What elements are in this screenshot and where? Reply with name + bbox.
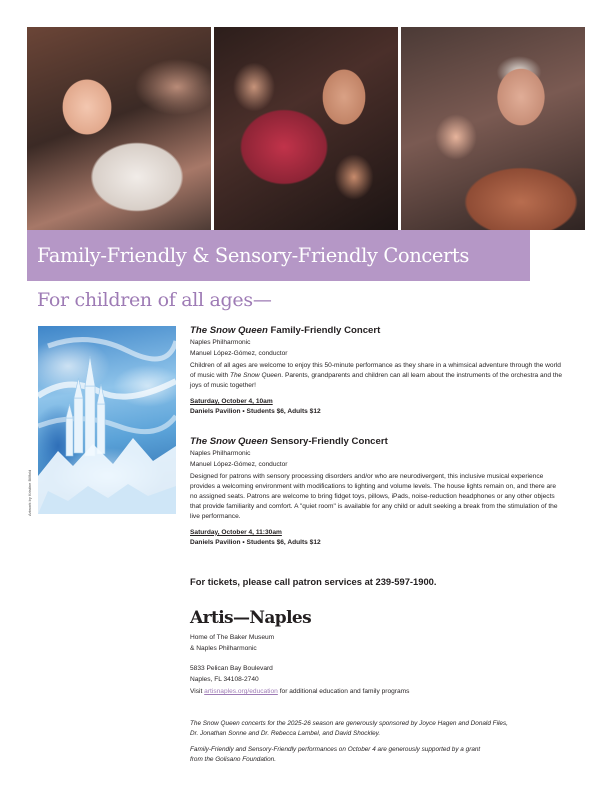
organization-tagline <box>190 633 274 654</box>
concert-title-italic: The Snow Queen <box>190 436 268 447</box>
description-end: . Parents, grandparents and children can all learn about the instruments of the orchestra and the joys of music together! <box>190 372 563 389</box>
sponsor-1-line-b: Dr. Jonathan Sonne and Dr. Rebecca Lambel, and David Shockley. <box>190 730 381 737</box>
concert-title-rest: Family-Friendly Concert <box>267 325 381 336</box>
concert-title <box>190 325 565 336</box>
sponsor-note-2 <box>190 745 590 765</box>
sponsor-1-line-a: The Snow Queen concerts for the 2025-26 season are generously sponsored by Joyce Hagen and Donald Files, <box>190 720 508 727</box>
tagline-line-1: Home of The Baker Museum <box>190 634 275 641</box>
concert-date: Saturday, October 4, 11:30am <box>190 528 282 536</box>
photo-strip <box>27 27 585 230</box>
concert-date: Saturday, October 4, 10am <box>190 397 273 405</box>
concert-ensemble: Naples Philharmonic <box>190 339 251 346</box>
description-start: Children of all ages are welcome to enjoy this 50-minute performance as they share in a whimsical adventure through the world of music with <box>190 362 561 380</box>
concert-ensemble: Naples Philharmonic <box>190 450 251 457</box>
woman-and-children-clapping-photo <box>214 27 398 230</box>
sponsor-2-line-a: Family-Friendly and Sensory-Friendly performances on October 4 are generously supported by a grant <box>190 746 481 753</box>
concert-description: Designed for patrons with sensory processing disorders and/or who are neurodivergent, this inclusive musical experience provides a welcoming environment with modifications to lighting and volume levels. The house lights remain on, and there are no assigned seats. Patrons are welcome to bring fidget toys, pillows, iPads, noise-reduction headphones or any other objects that provide familiarity and comfort. A "quiet room" is available for any child or adult seeking a break from the stimulation of the live performance. <box>190 473 558 520</box>
description-italic: The Snow Queen <box>229 372 282 380</box>
page-subtitle: For children of all ages— <box>37 289 272 311</box>
organization-address <box>190 664 273 685</box>
tagline-line-2: & Naples Philharmonic <box>190 644 257 652</box>
visit-prefix: Visit <box>190 688 205 695</box>
concert-venue-price: Daniels Pavilion • Students $6, Adults $12 <box>190 407 321 415</box>
concert-title <box>190 436 565 447</box>
artwork-credit: Artwork by Kristine Billfold <box>27 469 32 516</box>
title-band <box>27 230 530 281</box>
address-line-2: Naples, FL 34108-2740 <box>190 675 259 683</box>
concert-title-rest: Sensory-Friendly Concert <box>267 436 388 447</box>
sponsor-note-1 <box>190 719 590 739</box>
snow-queen-artwork <box>38 326 176 514</box>
concert-conductor: Manuel López-Gómez, conductor <box>190 460 288 468</box>
concert-conductor: Manuel López-Gómez, conductor <box>190 349 288 357</box>
sensory-friendly-concert <box>190 436 565 548</box>
visit-line <box>190 688 409 695</box>
artis-naples-logo: Artis—Naples <box>190 608 312 628</box>
concert-venue-price: Daniels Pavilion • Students $6, Adults $12 <box>190 538 321 546</box>
family-friendly-concert <box>190 325 565 417</box>
ice-castle-illustration <box>38 326 176 514</box>
sponsor-2-line-b: from the Golisano Foundation. <box>190 756 276 763</box>
education-link[interactable]: artisnaples.org/education <box>204 688 278 695</box>
address-line-1: 5833 Pelican Bay Boulevard <box>190 665 273 672</box>
ticket-info: For tickets, please call patron services at 239-597-1900. <box>190 576 437 587</box>
concert-title-italic: The Snow Queen <box>190 325 268 336</box>
child-in-white-costume-photo <box>27 27 211 230</box>
grandfather-and-child-photo <box>401 27 585 230</box>
page-title: Family-Friendly & Sensory-Friendly Concerts <box>37 244 469 267</box>
visit-suffix: for additional education and family programs <box>277 688 410 695</box>
concert-description <box>190 361 565 391</box>
